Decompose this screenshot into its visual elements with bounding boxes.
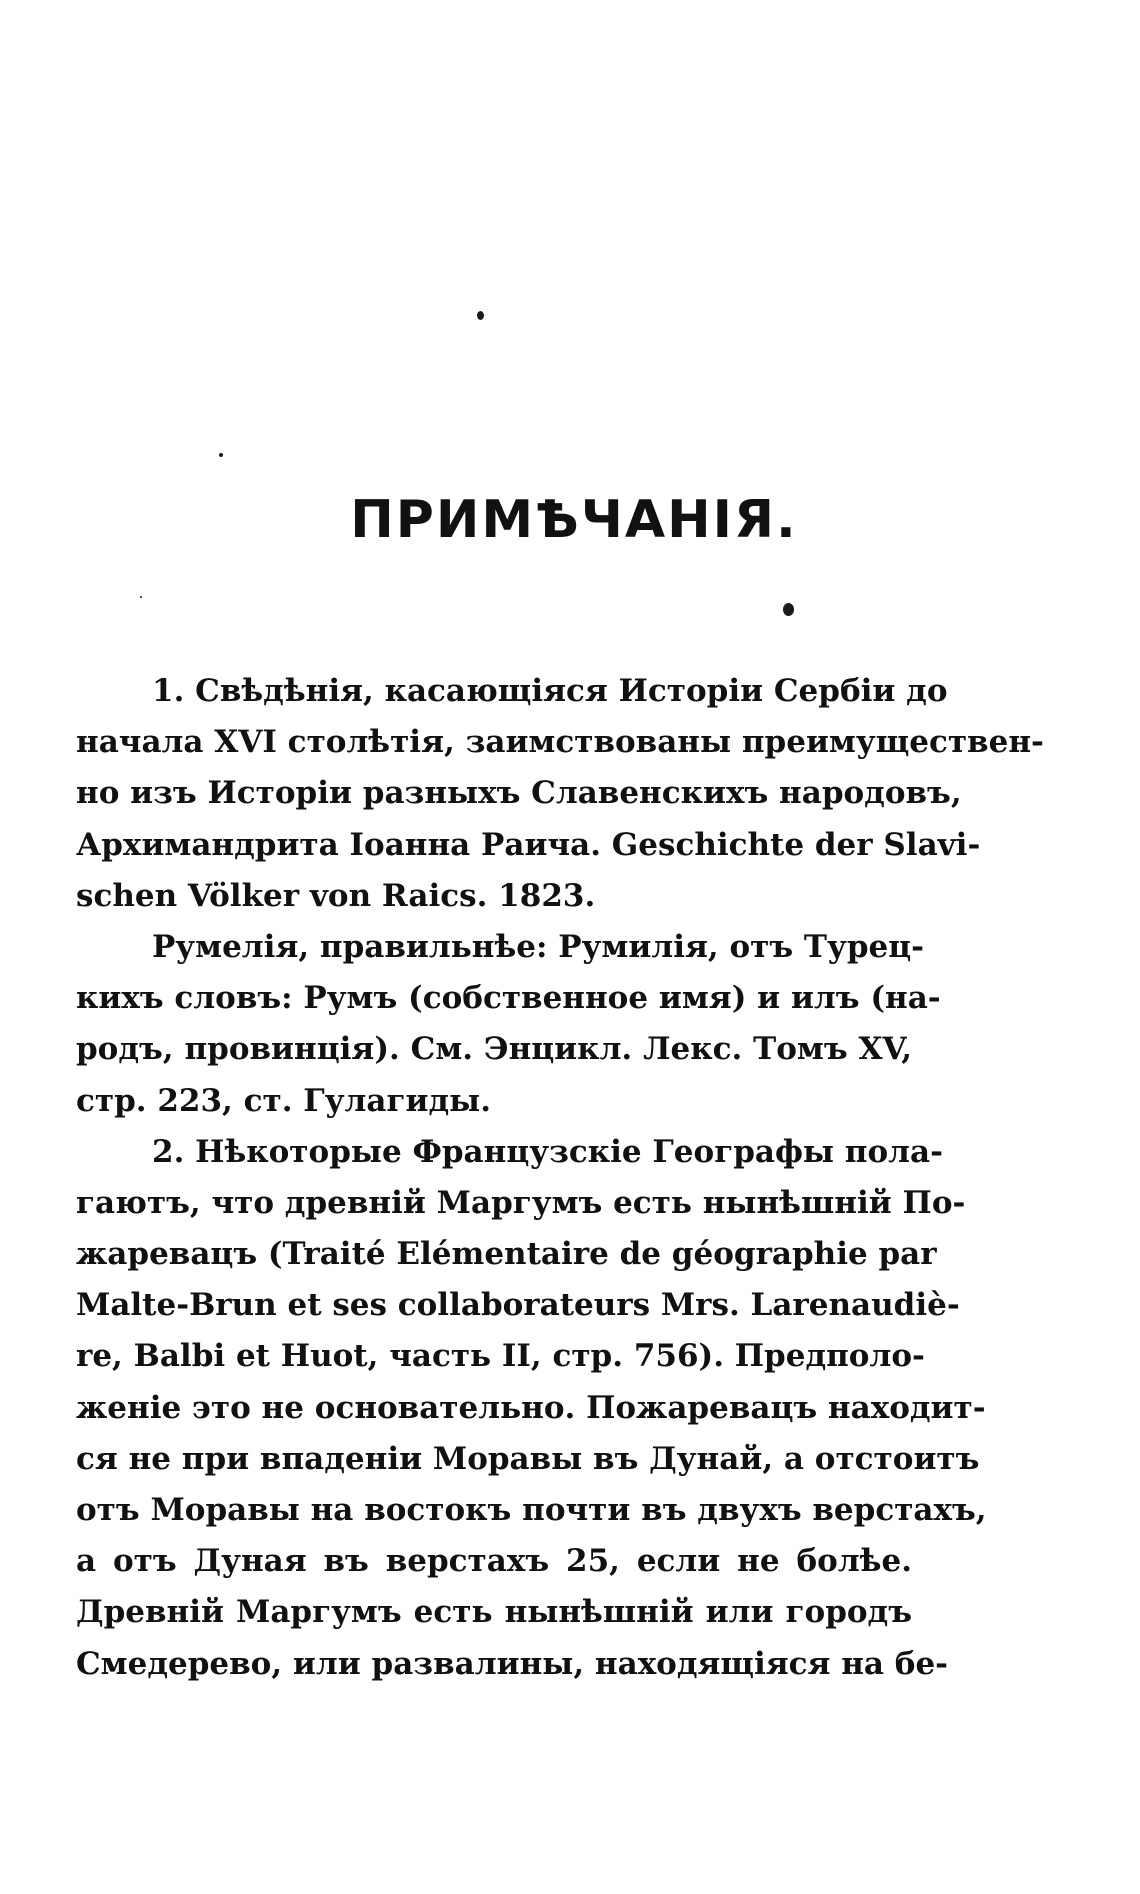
text-line: re, Balbi et Huot, часть II, стр. 756). Предполо- [76, 1338, 925, 1375]
text-line: отъ Моравы на востокъ почти въ двухъ верстахъ, [76, 1492, 987, 1528]
scan-speck [477, 311, 484, 320]
text-line: начала XVI столѣтія, заимствованы преимуществен- [76, 724, 1044, 761]
text-line: Древній Маргумъ есть нынѣшній или городъ [76, 1594, 912, 1631]
text-line: 2. Нѣкоторые Французскіе Географы пола- [152, 1133, 943, 1170]
text-line: Смедерево, или развалины, находящіяся на бе- [76, 1645, 949, 1682]
text-line: жаревацъ (Traité Elémentaire de géographie par [76, 1236, 937, 1273]
scan-speck [783, 603, 794, 616]
text-line: стр. 223, ст. Гулагиды. [76, 1082, 492, 1119]
text-line: но изъ Исторіи разныхъ Славенскихъ народовъ, [76, 775, 962, 812]
text-line: а отъ Дуная въ верстахъ 25, если не болѣе. [76, 1543, 912, 1580]
text-line: Архимандрита Іоанна Раича. Geschichte der Slavi- [76, 826, 981, 863]
text-line: родъ, провинція). См. Энцикл. Лекс. Томъ XV, [76, 1031, 912, 1068]
text-line: Румелія, правильнѣе: Румилія, отъ Турец- [152, 928, 924, 965]
text-line: 1. Свѣдѣнія, касающіяся Исторіи Сербіи до [152, 673, 948, 709]
page-title: ПРИМѢЧАНІЯ. [350, 490, 798, 550]
text-line: кихъ словъ: Румъ (собственное имя) и илъ (на- [76, 980, 941, 1017]
text-line: schen Völker von Raics. 1823. [76, 877, 596, 914]
text-line: гаютъ, что древній Маргумъ есть нынѣшній По- [76, 1184, 966, 1221]
scan-speck [140, 596, 142, 598]
text-line: ся не при впаденіи Моравы въ Дунай, а отстоитъ [76, 1440, 980, 1477]
scan-speck [219, 453, 223, 457]
notes-body [76, 666, 1044, 1690]
text-line: женіе это не основательно. Пожаревацъ находит- [76, 1389, 986, 1426]
text-line: Malte-Brun et ses collaborateurs Mrs. Larenaudiè- [76, 1287, 960, 1324]
